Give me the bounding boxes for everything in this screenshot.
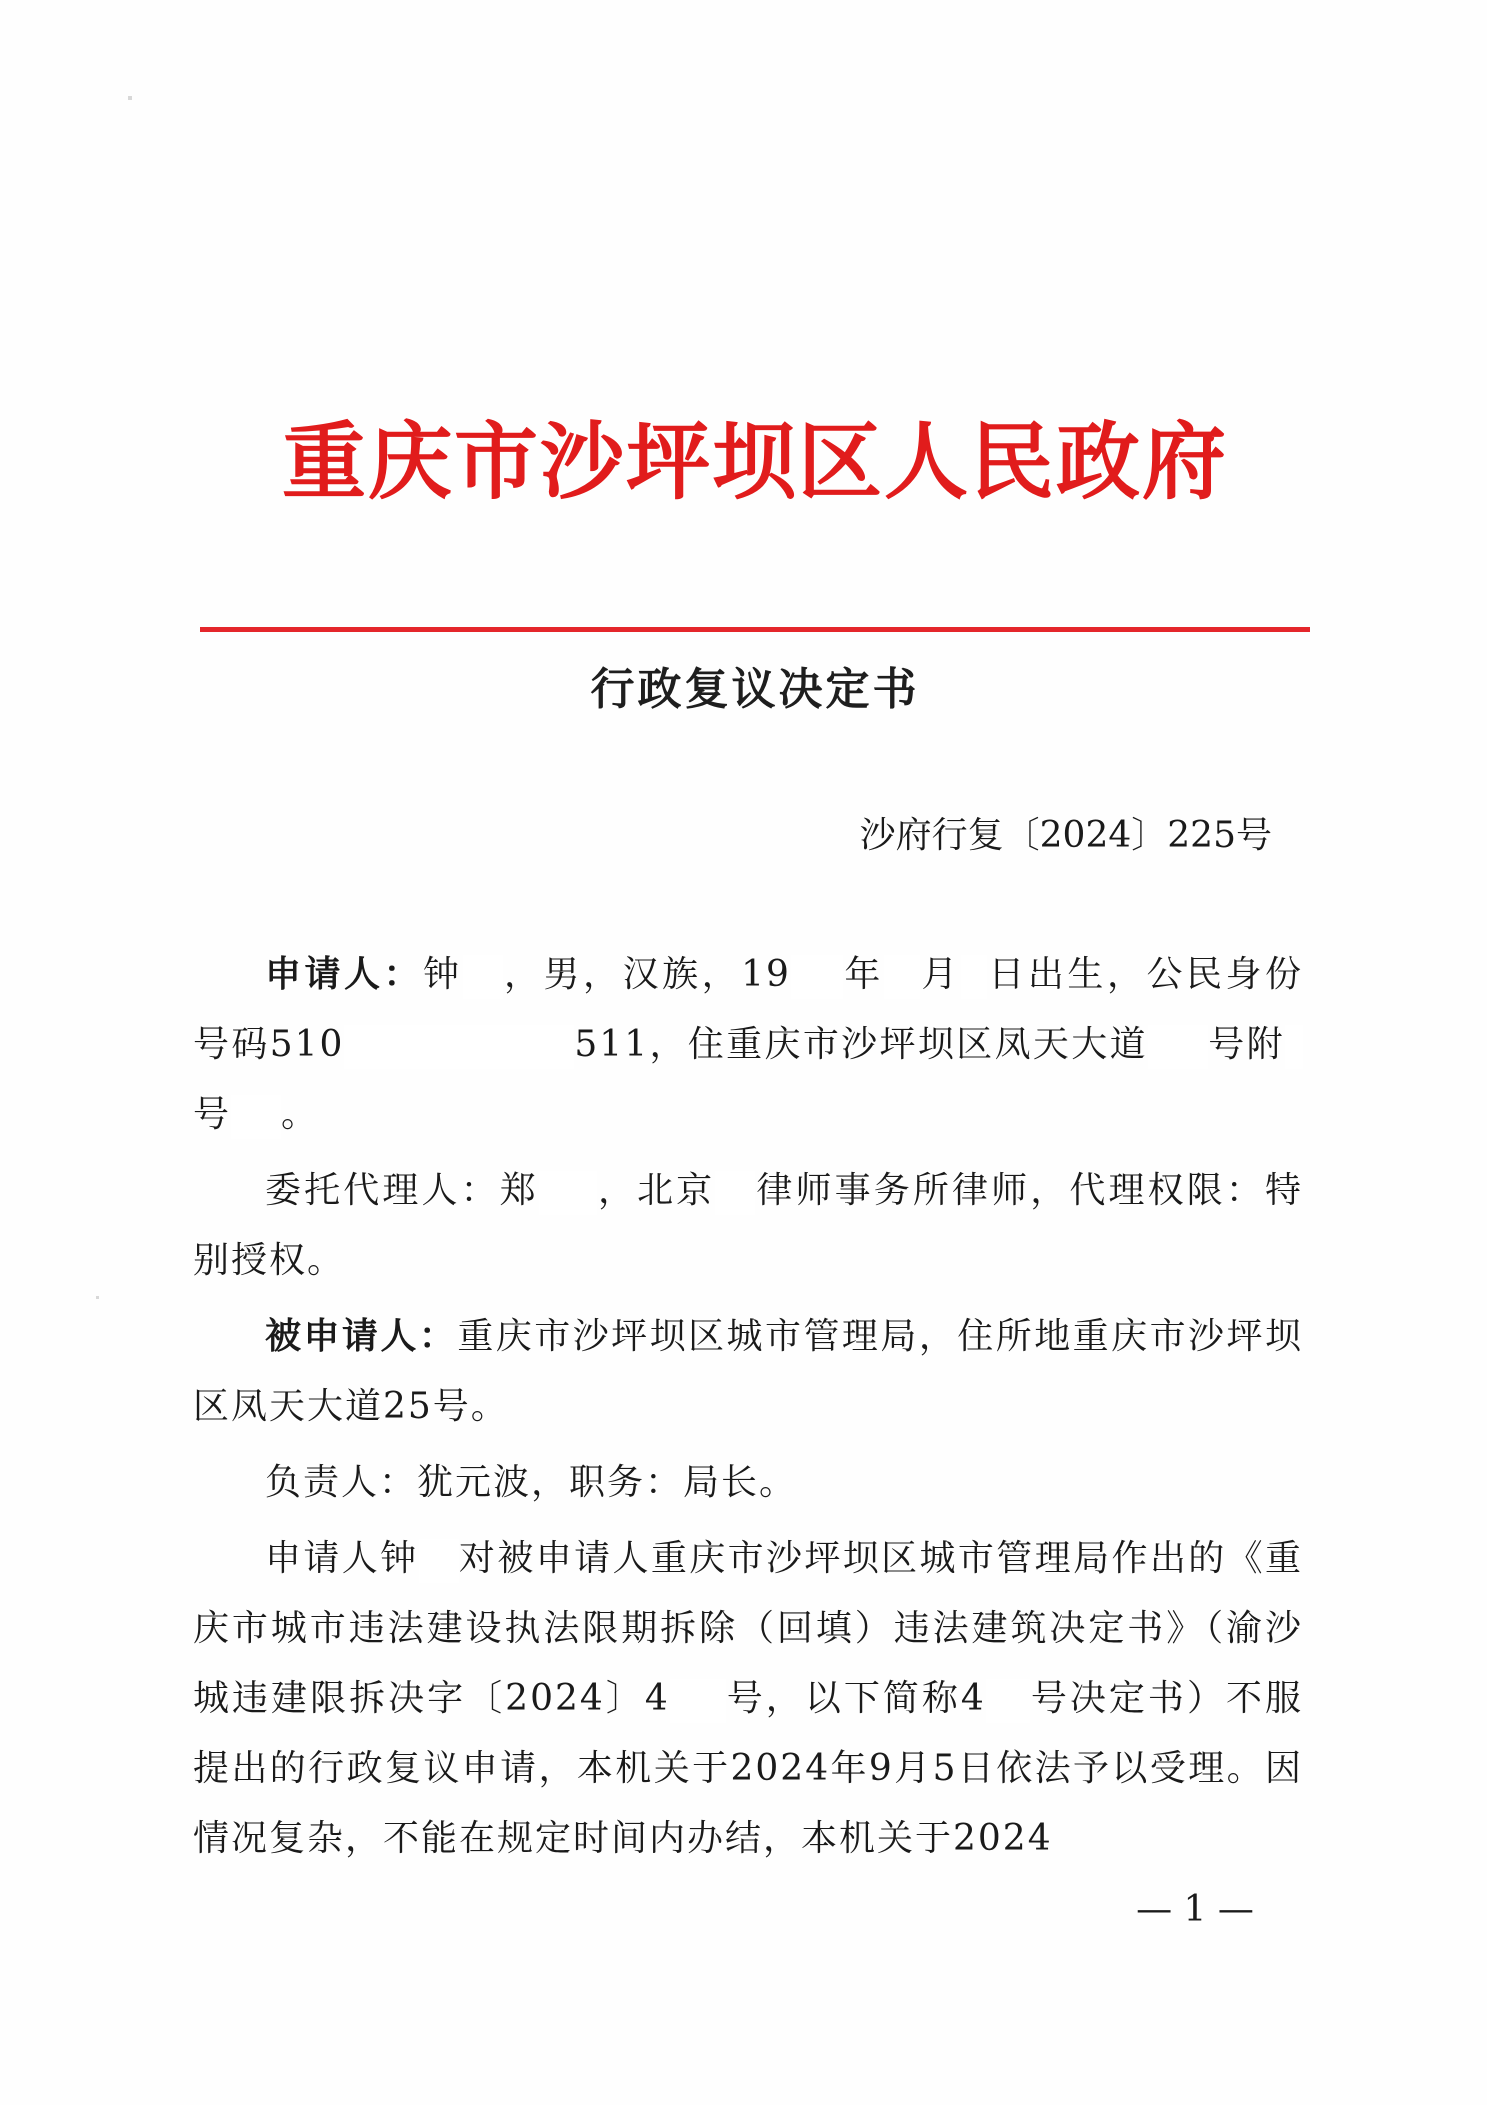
- issuer-heading: 重庆市沙坪坝区人民政府: [281, 413, 1228, 511]
- case-text: 号决定书）不服提出的行政复议申请，本机关于2024年9月5日依法予以受理。因情况复杂，不能在规定时间内办结，本机关于2024: [193, 1678, 1303, 1859]
- applicant-text: ，男，汉族，19: [502, 954, 791, 995]
- redaction-box: [231, 1095, 281, 1139]
- applicant-text: 号: [193, 1094, 232, 1135]
- redaction-box: [344, 1025, 574, 1069]
- red-divider-line: [200, 627, 1310, 632]
- leader-text: 负责人：犹元波，职务：局长。: [265, 1462, 798, 1503]
- redaction-box: [986, 1679, 1030, 1723]
- applicant-text: 年: [842, 954, 884, 995]
- applicant-label: 申请人：: [265, 954, 424, 995]
- document-number: 沙府行复〔2024〕225号: [859, 815, 1272, 856]
- respondent-paragraph: [193, 1302, 1303, 1442]
- document-title: 行政复议决定书: [590, 664, 920, 715]
- redaction-box: [1285, 1025, 1303, 1069]
- redaction-box: [1148, 1025, 1208, 1069]
- applicant-text: 号附: [1207, 1024, 1285, 1065]
- redaction-box: [791, 955, 843, 999]
- applicant-text: 。: [281, 1094, 320, 1135]
- scan-speck: [96, 1296, 99, 1299]
- case-text: 对被申请人重庆市沙坪坝区城市管理局作出的《重庆市城市违法建设执法限期拆除（回填）违法建筑决定书》（渝沙城违建限拆决字〔2024〕4: [193, 1538, 1303, 1719]
- case-text: 号，以下简称4: [725, 1678, 986, 1719]
- agent-text: ，北京: [596, 1170, 716, 1211]
- redaction-box: [961, 955, 987, 999]
- case-paragraph: [193, 1524, 1303, 1874]
- applicant-text: 511，住重庆市沙坪坝区凤天大道: [574, 1024, 1148, 1065]
- document-body: [193, 940, 1303, 1880]
- redaction-box: [715, 1171, 755, 1215]
- agent-text: 律师事务所律师，代理权限：特别授权。: [193, 1170, 1303, 1281]
- redaction-box: [670, 1679, 726, 1723]
- applicant-text: 日出生，公民身份号码510: [193, 954, 1303, 1065]
- scan-speck: [128, 96, 132, 100]
- redaction-box: [884, 955, 920, 999]
- page-number: — 1 —: [1136, 1889, 1254, 1930]
- redaction-box: [419, 1539, 459, 1583]
- agent-text: 委托代理人：郑: [265, 1170, 539, 1211]
- applicant-text: 钟: [423, 954, 463, 995]
- applicant-text: 月: [919, 954, 961, 995]
- respondent-label: 被申请人：: [265, 1316, 458, 1357]
- redaction-box: [539, 1171, 597, 1215]
- leader-paragraph: [193, 1448, 1303, 1518]
- case-text: 申请人钟: [265, 1538, 419, 1579]
- redaction-box: [463, 955, 503, 999]
- respondent-text: 重庆市沙坪坝区城市管理局，住所地重庆市沙坪坝区凤天大道25号。: [193, 1316, 1303, 1427]
- applicant-paragraph: [193, 940, 1303, 1150]
- agent-paragraph: [193, 1156, 1303, 1296]
